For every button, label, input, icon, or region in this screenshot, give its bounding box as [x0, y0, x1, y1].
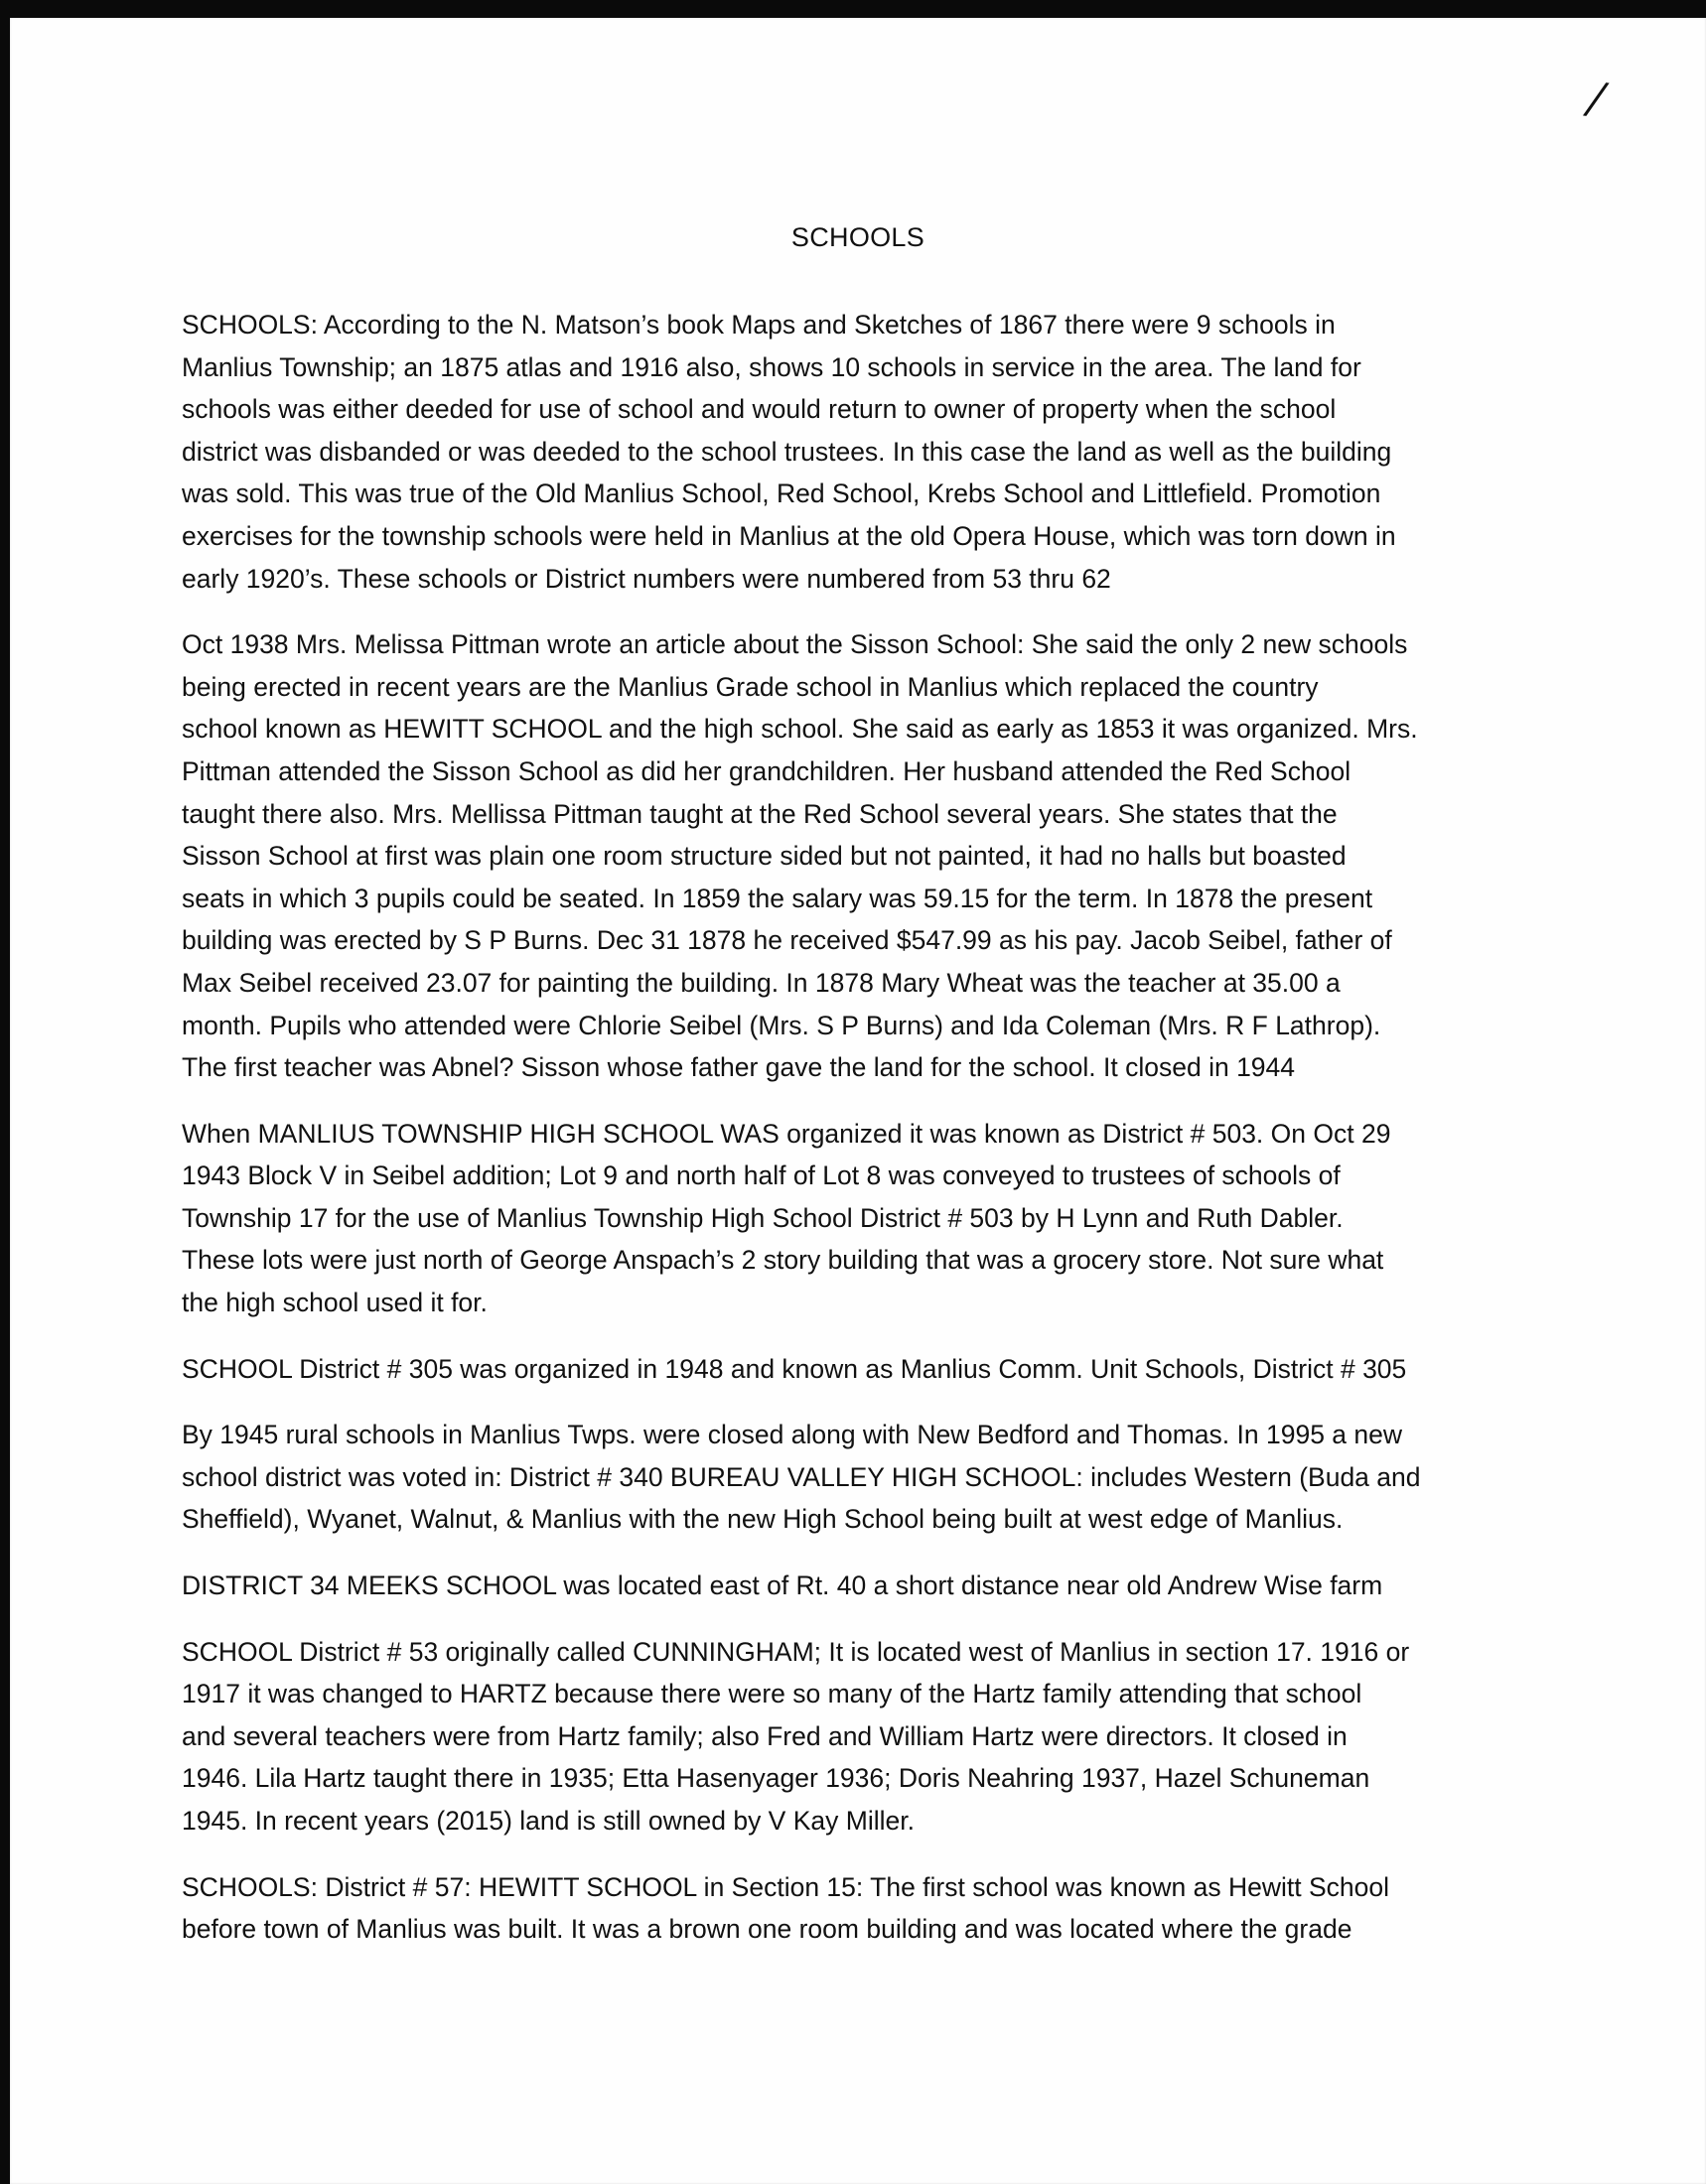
paragraph-line: SCHOOL District # 305 was organized in 1948 and known as Manlius Comm. Unit Schools, District # 305 — [182, 1353, 1407, 1384]
paragraph — [182, 1631, 1493, 1843]
paragraph-line: Max Seibel received 23.07 for painting the building. In 1878 Mary Wheat was the teacher at 35.00 a — [182, 967, 1341, 998]
paragraph-line: By 1945 rural schools in Manlius Twps. were closed along with New Bedford and Thomas. In 1995 a new — [182, 1420, 1403, 1450]
paragraph-line: school known as HEWITT SCHOOL and the high school. She said as early as 1853 it was organized. Mrs. — [182, 714, 1418, 745]
paragraph-line: The first teacher was Abnel? Sisson whose father gave the land for the school. It closed in 1944 — [182, 1052, 1296, 1083]
paragraph-line: school district was voted in: District # 340 BUREAU VALLEY HIGH SCHOOL: includes Western (Buda and — [182, 1461, 1421, 1492]
paragraph-line: being erected in recent years are the Manlius Grade school in Manlius which replaced the country — [182, 671, 1319, 702]
paragraph-line: before town of Manlius was built. It was a brown one room building and was located where the grade — [182, 1914, 1352, 1945]
document-body — [182, 304, 1493, 1975]
paragraph-line: 1946. Lila Hartz taught there in 1935; Etta Hasenyager 1936; Doris Neahring 1937, Hazel Schuneman — [182, 1763, 1370, 1794]
paragraph-line: seats in which 3 pupils could be seated. In 1859 the salary was 59.15 for the term. In 1878 the present — [182, 883, 1373, 913]
corner-pen-mark: / — [1585, 72, 1608, 125]
paragraph — [182, 623, 1493, 1089]
paragraph-line: and several teachers were from Hartz family; also Fred and William Hartz were directors. It closed in — [182, 1720, 1348, 1751]
paragraph-line: district was disbanded or was deeded to the school trustees. In this case the land as well as the building — [182, 436, 1392, 467]
paragraph-line: Manlius Township; an 1875 atlas and 1916 also, shows 10 schools in service in the area. The land for — [182, 351, 1361, 382]
paragraph-line: SCHOOLS: According to the N. Matson’s book Maps and Sketches of 1867 there were 9 schools in — [182, 310, 1336, 340]
paragraph — [182, 1348, 1493, 1391]
paragraph-line: was sold. This was true of the Old Manlius School, Red School, Krebs School and Littlefield. Promotion — [182, 478, 1381, 509]
paragraph-line: 1917 it was changed to HARTZ because there were so many of the Hartz family attending that school — [182, 1679, 1362, 1709]
paragraph-line: month. Pupils who attended were Chlorie Seibel (Mrs. S P Burns) and Ida Coleman (Mrs. R F Lathrop). — [182, 1010, 1381, 1040]
paragraph-line: SCHOOL District # 53 originally called CUNNINGHAM; It is located west of Manlius in section 17. 1916 or — [182, 1636, 1410, 1667]
paragraph — [182, 304, 1493, 600]
paragraph-line: exercises for the township schools were held in Manlius at the old Opera House, which was torn down in — [182, 520, 1396, 551]
paragraph-line: 1945. In recent years (2015) land is still owned by V Kay Miller. — [182, 1806, 915, 1836]
paragraph-line: Oct 1938 Mrs. Melissa Pittman wrote an article about the Sisson School: She said the only 2 new schools — [182, 629, 1408, 660]
paragraph — [182, 1866, 1493, 1951]
paragraph — [182, 1113, 1493, 1324]
paragraph-line: schools was either deeded for use of school and would return to owner of property when the school — [182, 394, 1337, 425]
paragraph-line: the high school used it for. — [182, 1288, 488, 1318]
document-page — [10, 18, 1706, 2184]
paragraph-line: Pittman attended the Sisson School as did her grandchildren. Her husband attended the Red School — [182, 755, 1351, 786]
paragraph-line: These lots were just north of George Anspach’s 2 story building that was a grocery store. Not sure what — [182, 1245, 1384, 1276]
paragraph-line: taught there also. Mrs. Mellissa Pittman taught at the Red School several years. She states that the — [182, 798, 1338, 829]
paragraph-line: early 1920’s. These schools or District numbers were numbered from 53 thru 62 — [182, 563, 1111, 594]
paragraph-line: Sheffield), Wyanet, Walnut, & Manlius with the new High School being built at west edge of Manlius. — [182, 1504, 1344, 1535]
paragraph-line: SCHOOLS: District # 57: HEWITT SCHOOL in Section 15: The first school was known as Hewitt School — [182, 1871, 1389, 1902]
paragraph-line: Sisson School at first was plain one room structure sided but not painted, it had no halls but boasted — [182, 841, 1347, 872]
page-title: SCHOOLS — [790, 222, 925, 252]
paragraph-line: DISTRICT 34 MEEKS SCHOOL was located east of Rt. 40 a short distance near old Andrew Wise farm — [182, 1570, 1383, 1601]
paragraph-line: 1943 Block V in Seibel addition; Lot 9 and north half of Lot 8 was conveyed to trustees of schools of — [182, 1160, 1341, 1191]
paragraph-line: Township 17 for the use of Manlius Township High School District # 503 by H Lynn and Ruth Dabler. — [182, 1202, 1344, 1233]
paragraph-line: building was erected by S P Burns. Dec 31 1878 he received $547.99 as his pay. Jacob Seibel, father of — [182, 925, 1392, 956]
paragraph-line: When MANLIUS TOWNSHIP HIGH SCHOOL WAS organized it was known as District # 503. On Oct 29 — [182, 1118, 1391, 1149]
paragraph — [182, 1414, 1493, 1541]
paragraph — [182, 1565, 1493, 1607]
